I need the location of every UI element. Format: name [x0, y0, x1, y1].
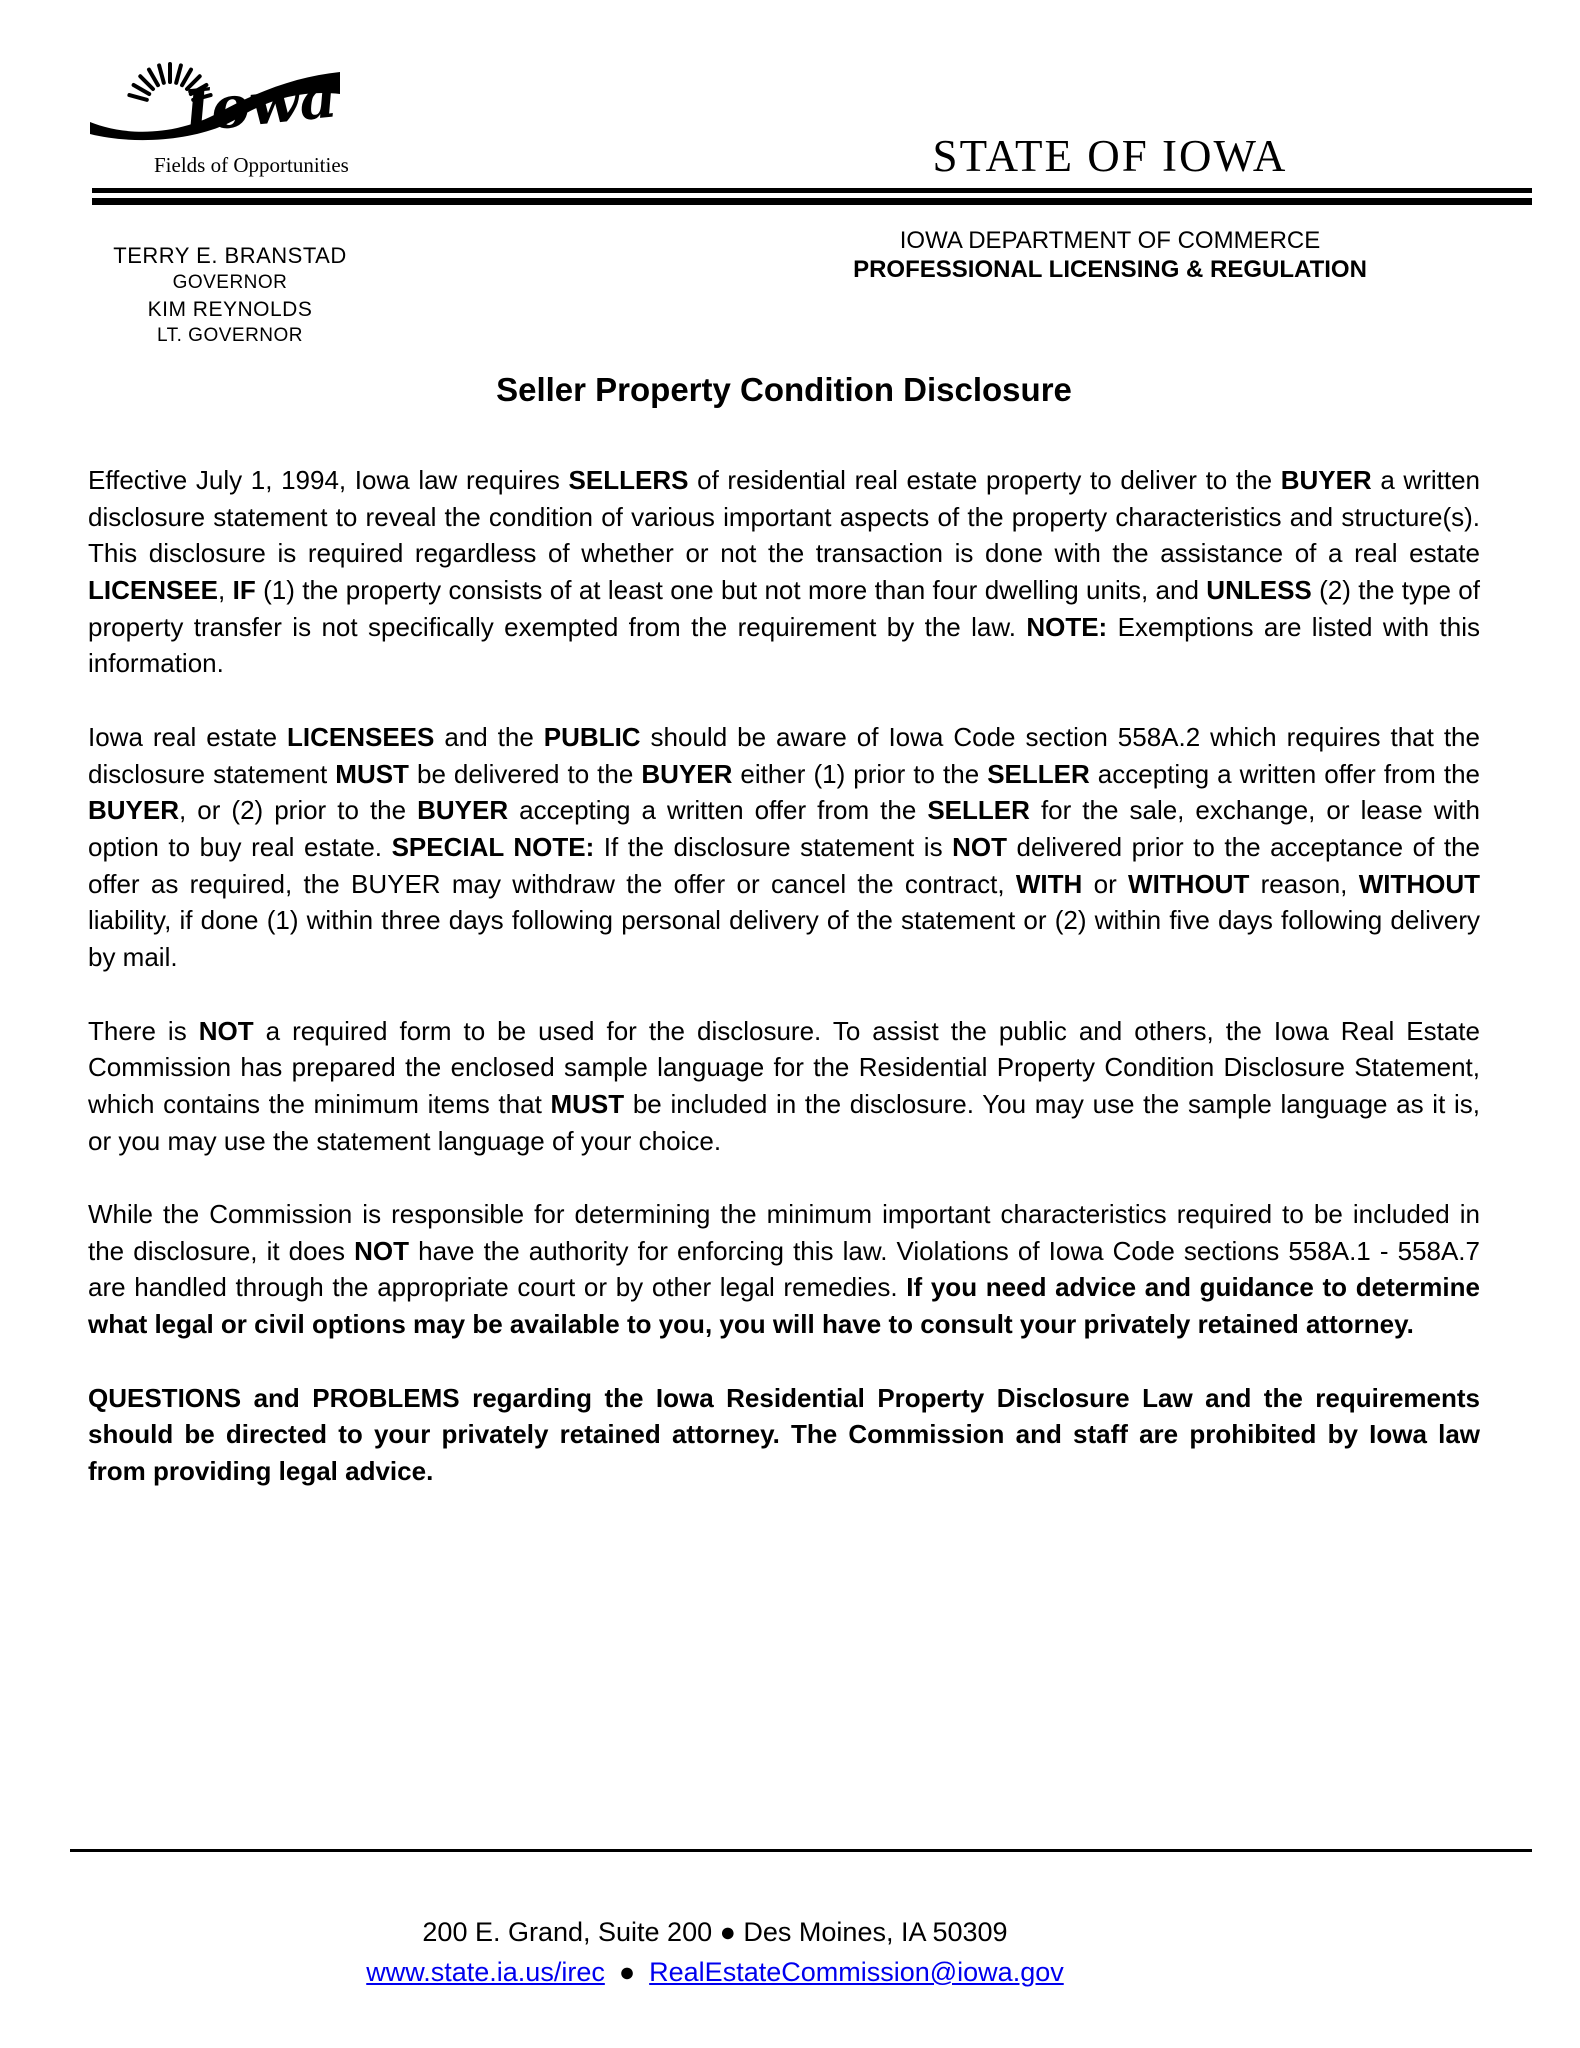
- governor-title: GOVERNOR: [172, 272, 288, 293]
- header-rule: [92, 188, 1532, 205]
- officials-block: [90, 242, 370, 349]
- logo-tagline: Fields of Opportunities: [154, 153, 349, 177]
- email-link[interactable]: RealEstateCommission@iowa.gov: [649, 1957, 1064, 1987]
- paragraph-sample-language: There is NOT a required form to be used for the disclosure. To assist the public and others, the Iowa Real Estate Commission has prepared the enclosed sample language for the Residential Property Condition Disclosure Statement, which contains the minimum items that MUST be included in the disclosure. You may use the sample language as it is, or you may use the statement language of your choice.: [88, 1015, 1480, 1156]
- lt-governor-title: LT. GOVERNOR: [156, 325, 304, 346]
- iowa-logo-art: [90, 50, 340, 152]
- paragraph-enforcement: While the Commission is responsible for determining the minimum important characteristics required to be included in the disclosure, it does NOT have the authority for enforcing this law. Violations of Iowa Code sections 558A.1 - 558A.7 are handled through the appropriate court or by other legal remedies. If you need advice and guidance to determine what legal or civil options may be available to you, you will have to consult your privately retained attorney.: [88, 1199, 1480, 1340]
- footer-address: 200 E. Grand, Suite 200 ● Des Moines, IA 50309: [422, 1917, 1008, 1947]
- department-licensing-line: PROFESSIONAL LICENSING & REGULATION: [853, 256, 1367, 283]
- department-commerce-line: IOWA DEPARTMENT OF COMMERCE: [899, 227, 1321, 254]
- paragraph-effective-date: Effective July 1, 1994, Iowa law requires SELLERS of residential real estate property to deliver to the BUYER a written disclosure statement to reveal the condition of various important aspects of the property characteristics and structure(s). This disclosure is required regardless of whether or not the transaction is done with the assistance of a real estate LICENSEE, IF (1) the property consists of at least one but not more than four dwelling units, and UNLESS (2) the type of property transfer is not specifically exempted from the requirement by the law. NOTE: Exemptions are listed with this information.: [88, 465, 1481, 679]
- footer: [0, 1912, 1430, 1992]
- website-link[interactable]: www.state.ia.us/irec: [366, 1957, 605, 1987]
- state-title: STATE OF IOWA: [932, 131, 1288, 181]
- document-title: Seller Property Condition Disclosure: [496, 371, 1072, 408]
- iowa-script-text: Iowa: [180, 62, 340, 146]
- footer-bullet: ●: [618, 1957, 636, 1987]
- document-body: [88, 370, 1480, 1527]
- paragraph-questions: QUESTIONS and PROBLEMS regarding the Iowa Residential Property Disclosure Law and the requirements should be directed to your privately retained attorney. The Commission and staff are prohibited by Iowa law from providing legal advice.: [88, 1382, 1480, 1487]
- governor-name: TERRY E. BRANSTAD: [113, 243, 347, 268]
- department-block: [800, 226, 1420, 284]
- paragraph-delivery-requirements: Iowa real estate LICENSEES and the PUBLIC should be aware of Iowa Code section 558A.2 which requires that the disclosure statement MUST be delivered to the BUYER either (1) prior to the SELLER accepting a written offer from the BUYER, or (2) prior to the BUYER accepting a written offer from the SELLER for the sale, exchange, or lease with option to buy real estate. SPECIAL NOTE: If the disclosure statement is NOT delivered prior to the acceptance of the offer as required, the BUYER may withdraw the offer or cancel the contract, WITH or WITHOUT reason, WITHOUT liability, if done (1) within three days following personal delivery of the statement or (2) within five days following delivery by mail.: [88, 721, 1481, 972]
- footer-rule: [70, 1849, 1532, 1852]
- iowa-logo: [90, 50, 349, 177]
- footer-links: [0, 1952, 1430, 1992]
- lt-governor-name: KIM REYNOLDS: [147, 298, 313, 321]
